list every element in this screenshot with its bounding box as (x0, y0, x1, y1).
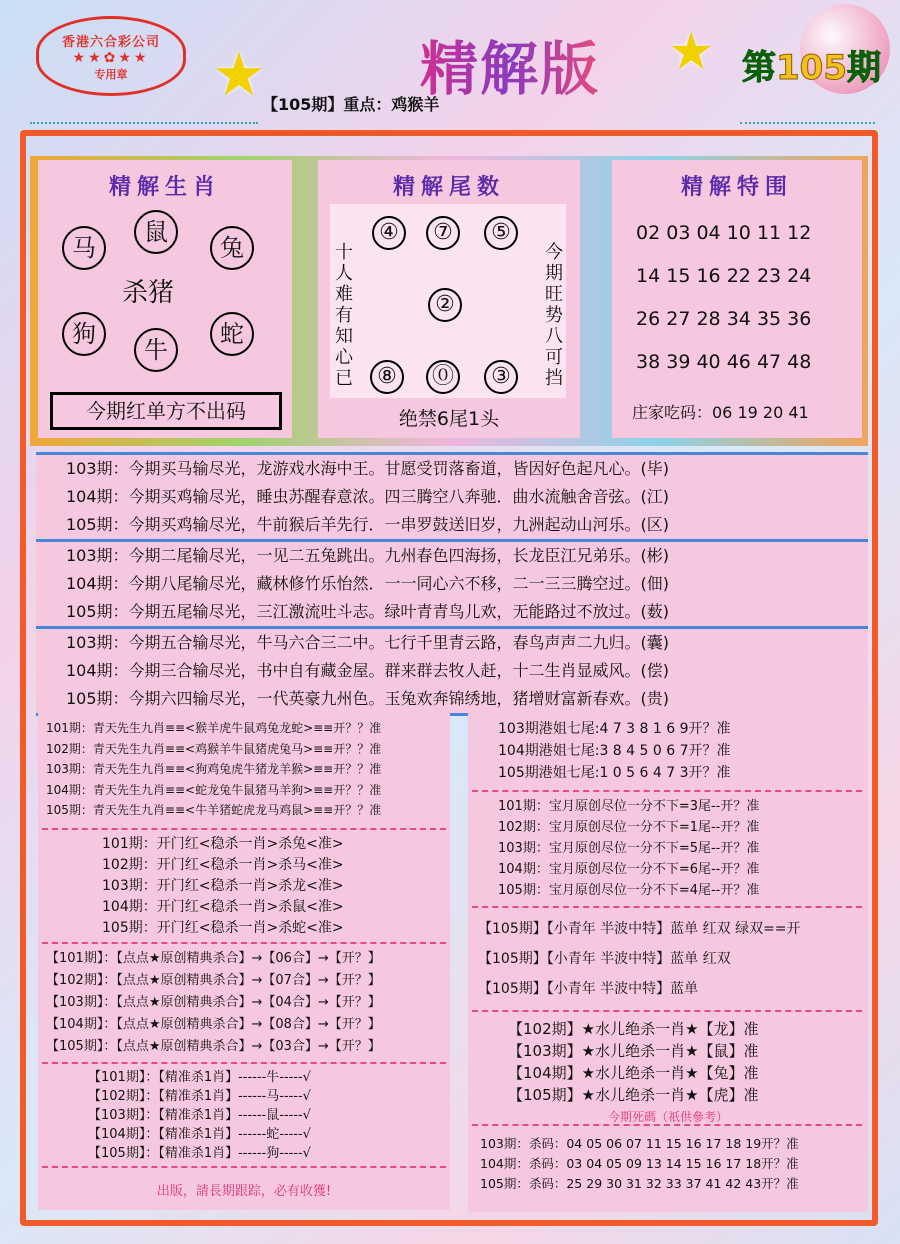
poem-line: 105期：今期六四输尽光，一代英豪九州色。玉兔欢奔锦绣地，猪增财富新春欢。(贵) (66, 689, 670, 708)
poem-block-he (36, 626, 868, 716)
zodiac-sign: 蛇 (210, 312, 254, 356)
divider (740, 122, 875, 128)
divider (42, 828, 446, 830)
tail-panel (318, 160, 580, 438)
tail-ban: 绝禁6尾1头 (398, 408, 500, 430)
star-icon: ★ (668, 22, 715, 82)
special-panel (612, 160, 862, 438)
tail-digit: ⑤ (484, 216, 518, 250)
zodiac-note: 今期红单方不出码 (50, 392, 282, 430)
list-item: 【105期】★水儿绝杀一肖★【虎】准 (508, 1086, 759, 1104)
list-item: 【105期】【小青年 半波中特】蓝单 红双 (478, 951, 731, 967)
divider (42, 1166, 446, 1168)
tail-panel-title: 精解尾数 (392, 174, 505, 200)
list-item: 103期：开门红<稳杀一肖>杀龙<准> (102, 878, 344, 894)
list-item: 102期：宝月原创尽位一分不下=1尾--开？准 (498, 820, 760, 835)
list-item: 【105期】：【精准杀1肖】------狗-----√ (88, 1146, 311, 1161)
special-row: 14 15 16 22 23 24 (636, 265, 812, 287)
kaimen-list (102, 834, 344, 939)
tail-digit: ③ (484, 360, 518, 394)
company-seal (36, 16, 186, 96)
poem-line: 105期：今期买鸡输尽光，牛前猴后羊先行．一串罗鼓送旧岁，九洲起动山河乐。(区) (66, 515, 670, 534)
list-item: 【101期】：【点点★原创精典杀合】→【06合】→【开？】 (46, 951, 381, 966)
list-item: 【101期】：【精准杀1肖】------牛-----√ (88, 1070, 311, 1085)
xiaoqing-list (478, 914, 801, 1004)
divider (472, 906, 862, 908)
divider (30, 122, 258, 128)
tail-digit: ④ (372, 216, 406, 250)
list-item: 104期：宝月原创尽位一分不下=6尾--开？准 (498, 862, 760, 877)
tail-left-verse: 十人难有知心已 (335, 242, 353, 389)
list-item: 104期：杀码：03 04 05 09 13 14 15 16 17 18开？准 (480, 1156, 799, 1171)
list-item: 【104期】★水儿绝杀一肖★【兔】准 (508, 1064, 759, 1082)
list-item: 【103期】★水儿绝杀一肖★【鼠】准 (508, 1042, 759, 1060)
list-item: 【105期】【小青年 半波中特】蓝单 (478, 981, 699, 997)
poem-line: 104期：今期买鸡输尽光，睡虫苏醒春意浓。四三腾空八奔驰．曲水流触舍音弦。(江) (66, 487, 670, 506)
zodiac-panel-title: 精解生肖 (108, 174, 221, 200)
list-item: 101期：青天先生九肖≡≡<猴羊虎牛鼠鸡兔龙蛇>≡≡开？？准 (46, 721, 382, 735)
seal-stars: ★★✿★★ (72, 50, 150, 66)
tail-digit: ⑦ (426, 216, 460, 250)
list-item: 104期：青天先生九肖≡≡<蛇龙兔牛鼠猪马羊狗>≡≡开？？准 (46, 782, 382, 797)
special-row: 38 39 40 46 47 48 (636, 351, 812, 373)
period-prefix: 第 (742, 48, 776, 88)
list-item: 【102期】★水儿绝杀一肖★【龙】准 (508, 1020, 759, 1038)
seal-line2: 专用章 (94, 68, 128, 81)
jing-list (88, 1068, 311, 1163)
banker-codes: 庄家吃码：06 19 20 41 (632, 403, 809, 422)
list-item: 103期：青天先生九肖≡≡<狗鸡兔虎牛猪龙羊猴>≡≡开？？准 (46, 762, 382, 776)
special-row: 26 27 28 34 35 36 (636, 308, 812, 330)
period-badge (742, 40, 881, 89)
left-column (38, 710, 450, 1210)
list-item: 【103期】：【点点★原创精典杀合】→【04合】→【开？】 (46, 995, 381, 1010)
list-item: 104期：开门红<稳杀一肖>杀鼠<准> (102, 899, 344, 915)
right-column (468, 712, 868, 1212)
poem-line: 103期：今期二尾输尽光，一见二五兔跳出。九州春色四海扬，长龙臣江兄弟乐。(彬) (66, 546, 670, 565)
divider (472, 1124, 862, 1126)
poem-line: 103期：今期五合输尽光，牛马六合三二中。七行千里青云路，春鸟声声二九归。(囊) (66, 633, 670, 652)
list-item: 103期：杀码：04 05 06 07 11 15 16 17 18 19开？准 (480, 1136, 799, 1151)
special-row: 02 03 04 10 11 12 (636, 222, 812, 244)
list-item: 105期：宝月原创尽位一分不下=4尾--开？准 (498, 883, 760, 898)
list-item: 102期：开门红<稳杀一肖>杀马<准> (102, 857, 344, 873)
baoyue-list (498, 796, 759, 901)
divider (42, 942, 446, 944)
poem-line: 103期：今期买马输尽光，龙游戏水海中王。甘愿受罚落畜道，皆因好色起凡心。(毕) (66, 459, 670, 478)
zodiac-sign: 鼠 (134, 210, 178, 254)
kill-zodiac: 杀猪 (122, 278, 175, 308)
poem-block-zodiac (36, 452, 868, 542)
poem-block-tail (36, 539, 868, 629)
list-item: 101期：宝月原创尽位一分不下=3尾--开？准 (498, 799, 760, 814)
zodiac-sign: 牛 (134, 328, 178, 372)
special-number-grid (636, 212, 811, 384)
list-item: 【102期】：【点点★原创精典杀合】→【07合】→【开？】 (46, 973, 381, 988)
list-item: 104期港姐七尾:3 8 4 5 0 6 7开？准 (498, 743, 731, 759)
list-item: 【105期】【小青年 半波中特】蓝单 红双 绿双==开 (478, 921, 801, 937)
list-item: 【105期】：【点点★原创精典杀合】→【03合】→【开？】 (46, 1039, 381, 1054)
list-item: 105期港姐七尾:1 0 5 6 4 7 3开？准 (498, 765, 731, 781)
dead-codes-title: 今期死碼（祇供參考） (607, 1110, 728, 1124)
list-item: 105期：开门红<稳杀一肖>杀蛇<准> (102, 920, 344, 936)
seal-line1: 香港六合彩公司 (61, 35, 160, 50)
list-item: 105期：杀码：25 29 30 31 32 33 37 41 42 43开？准 (480, 1176, 799, 1191)
list-item: 【104期】：【精准杀1肖】------蛇-----√ (88, 1127, 311, 1142)
zodiac-sign: 马 (62, 226, 106, 270)
zodiac-sign: 兔 (210, 226, 254, 270)
list-item: 103期：宝月原创尽位一分不下=5尾--开？准 (498, 841, 760, 856)
footer-note: 出版，請長期跟踪，必有收獲! (156, 1184, 332, 1199)
period-suffix: 期 (846, 48, 881, 88)
special-panel-title: 精解特围 (680, 174, 793, 200)
list-item: 102期：青天先生九肖≡≡<鸡猴羊牛鼠猪虎兔马>≡≡开？？准 (46, 741, 382, 756)
poem-line: 104期：今期八尾输尽光，藏林修竹乐怡然．一一同心六不移，二一三三腾空过。(佃) (66, 574, 670, 593)
poem-line: 105期：今期五尾输尽光，三江激流吐斗志。绿叶青青鸟儿欢，无能路过不放过。(薮) (66, 602, 670, 621)
shuier-list (508, 1018, 759, 1106)
list-item: 105期：青天先生九肖≡≡<牛羊猪蛇虎龙马鸡鼠>≡≡开？？准 (46, 803, 382, 817)
list-item: 【102期】：【精准杀1肖】------马-----√ (88, 1089, 311, 1104)
star-icon: ★ (212, 40, 266, 110)
page-title: 精解版 (420, 22, 600, 106)
gangjie-list (498, 718, 731, 784)
period-number: 105 (776, 48, 847, 88)
focus-line: 【105期】重点：鸡猴羊 (262, 95, 440, 114)
zodiac-panel (38, 160, 292, 438)
nine-zodiac-list (46, 718, 381, 821)
list-item: 【104期】：【点点★原创精典杀合】→【08合】→【开？】 (46, 1017, 381, 1032)
tail-digit: ⑧ (370, 360, 404, 394)
divider (472, 1010, 862, 1012)
list-item: 101期：开门红<稳杀一肖>杀兔<准> (102, 836, 344, 852)
dead-codes-list (480, 1134, 799, 1194)
zodiac-sign: 狗 (62, 312, 106, 356)
divider (472, 790, 862, 792)
tail-digit: ⓪ (426, 360, 460, 394)
list-item: 103期港姐七尾:4 7 3 8 1 6 9开？准 (498, 721, 731, 737)
list-item: 【103期】：【精准杀1肖】------鼠-----√ (88, 1108, 311, 1123)
tail-right-verse: 今期旺势八可挡 (545, 242, 563, 389)
poem-line: 104期：今期三合输尽光，书中自有藏金屋。群来群去牧人赶，十二生肖显威风。(偿) (66, 661, 670, 680)
dian-list (46, 948, 381, 1058)
divider (42, 1062, 446, 1064)
tail-digit: ② (428, 288, 462, 322)
